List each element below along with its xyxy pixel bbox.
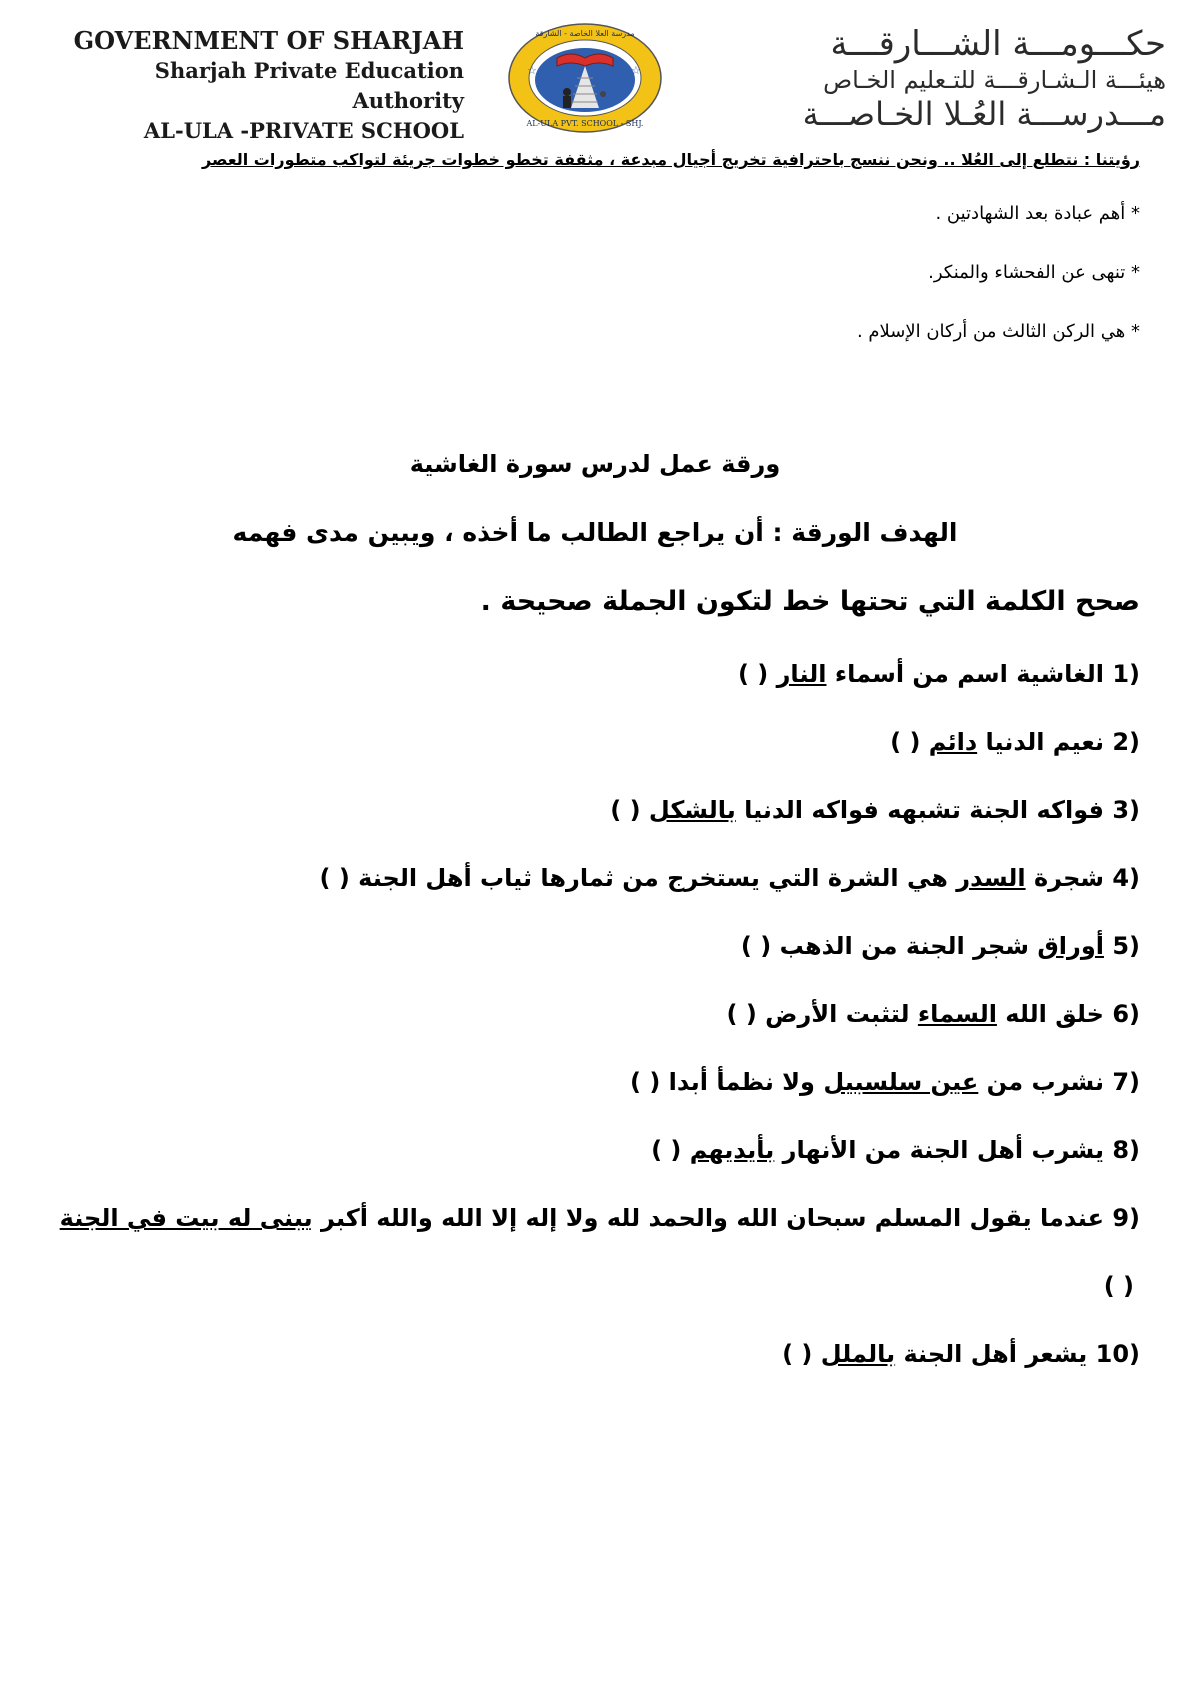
question-7-underlined: عين سلسبيل [823,1068,979,1096]
question-8-underlined: بأيديهم [689,1136,775,1164]
question-9: 9) عندما يقول المسلم سبحان الله والحمد لله ولا إله إلا الله والله أكبر يبنى له بيت في الجنة [59,1204,1140,1232]
header-arabic [730,22,1166,134]
logo-ring-top: مدرسة العلا الخاصة - الشارقة [535,29,635,38]
worksheet-objective: الهدف الورقة : أن يراجع الطالب ما أخذه ، ويبين مدى فهمه [232,518,958,547]
question-6: 6) خلق الله السماء لتثبت الأرض ( ) [726,1000,1140,1028]
header-arabic-government: حكـــومـــة الشـــارقـــة [830,24,1166,64]
header-government: GOVERNMENT OF SHARJAH [73,26,464,55]
question-2: 2) نعيم الدنيا دائم ( ) [890,728,1140,756]
header-authority: Sharjah Private Education Authority [154,58,464,113]
svg-text:☆: ☆ [527,64,537,77]
question-7: 7) نشرب من عين سلسبيل ولا نظمأ أبدا ( ) [630,1068,1140,1096]
note-3: * هي الركن الثالث من أركان الإسلام . [856,321,1140,342]
question-3-underlined: بالشكل [648,796,736,824]
question-8: 8) يشرب أهل الجنة من الأنهار بأيديهم ( ) [651,1136,1140,1164]
note-2: * تنهى عن الفحشاء والمنكر. [928,262,1140,283]
header-english [44,26,464,146]
svg-text:☆: ☆ [631,64,641,77]
question-1-underlined: النار [776,660,827,688]
question-4-underlined: السدر [956,864,1026,892]
question-3: 3) فواكه الجنة تشبهه فواكه الدنيا بالشكل ( ) [610,796,1140,824]
question-5-underlined: أوراق [1037,932,1104,960]
worksheet-instruction: صحح الكلمة التي تحتها خط لتكون الجملة صحيحة . [480,586,1140,617]
question-4: 4) شجرة السدر هي الشرة التي يستخرج من ثمارها ثياب أهل الجنة ( ) [319,864,1140,892]
question-6-underlined: السماء [917,1000,997,1028]
question-2-underlined: دائم [928,728,978,756]
header-school: AL-ULA -PRIVATE SCHOOL [143,118,464,143]
note-1: * أهم عبادة بعد الشهادتين . [935,203,1140,224]
header-arabic-school: مـــدرســـة العُـلا الخـاصـــة [802,95,1166,133]
question-1: 1) الغاشية اسم من أسماء النار ( ) [737,660,1140,688]
question-10-underlined: بالملل [820,1340,896,1368]
logo-ring-bottom: AL-ULA PVT. SCHOOL - SHJ. [526,119,644,128]
header-arabic-authority: هيئـــة الـشـارقـــة للتـعليم الخـاص [823,66,1166,94]
question-9-underlined: يبنى له بيت في الجنة [59,1204,313,1232]
question-9-answer-parens: ( ) [1103,1272,1134,1300]
school-vision: رؤيتنا : نتطلع إلى العُلا .. ونحن ننسج باحترافية تخريج أجيال مبدعة ، مثقفة تخطو خطوات جريئة لتواكب متطورات العصر [201,150,1140,169]
question-5: 5) أوراق شجر الجنة من الذهب ( ) [740,932,1140,960]
worksheet-title: ورقة عمل لدرس سورة الغاشية [409,450,781,478]
school-logo [505,22,665,134]
question-10: 10) يشعر أهل الجنة بالملل ( ) [782,1340,1140,1368]
